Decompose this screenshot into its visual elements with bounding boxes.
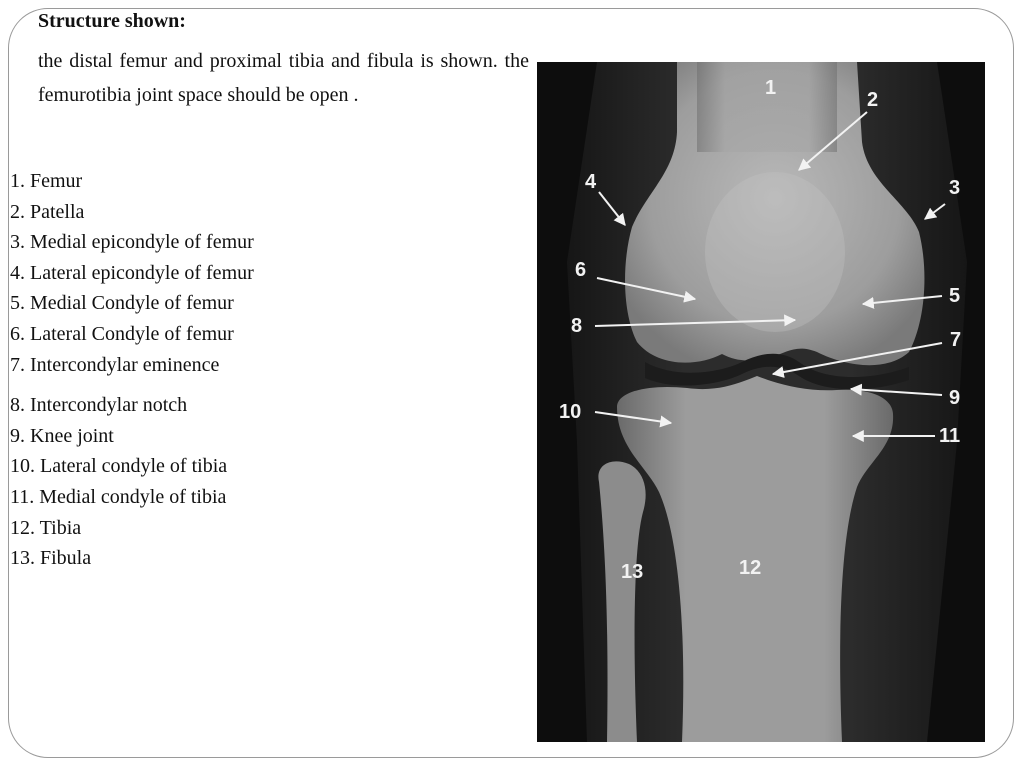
legend-item: 5. Medial Condyle of femur [10,292,234,315]
legend-item: 1. Femur [10,170,83,192]
xray-label-7: 7 [950,329,962,351]
xray-label-12: 12 [739,557,762,579]
legend-item: 2. Patella [10,200,85,223]
legend-item: 11. Medial condyle of tibia [10,485,227,508]
intro-paragraph: the distal femur and proximal tibia and fibula is shown. the femurotibia joint space should be open . [38,50,529,106]
slide-heading: Structure shown: [38,10,186,32]
xray-label-13: 13 [621,561,644,583]
legend-item: 8. Intercondylar notch [10,394,188,417]
legend-item: 10. Lateral condyle of tibia [10,455,228,478]
xray-label-4: 4 [585,171,597,193]
xray-label-10: 10 [559,401,582,423]
xray-label-9: 9 [949,387,961,409]
knee-xray-image [537,62,985,742]
xray-label-1: 1 [765,77,777,99]
legend-item: 6. Lateral Condyle of femur [10,322,234,345]
legend-item: 12. Tibia [10,516,82,539]
xray-label-6: 6 [575,259,587,281]
legend-item: 3. Medial epicondyle of femur [10,231,254,254]
knee-xray-drawing [537,62,985,742]
legend-item: 13. Fibula [10,547,92,570]
structure-legend [10,166,254,574]
xray-label-2: 2 [867,89,879,111]
legend-item: 9. Knee joint [10,424,114,447]
xray-label-3: 3 [949,177,961,199]
xray-label-11: 11 [939,425,961,447]
xray-label-8: 8 [571,315,583,337]
legend-item: 7. Intercondylar eminence [10,353,220,376]
legend-item: 4. Lateral epicondyle of femur [10,261,254,284]
xray-label-5: 5 [949,285,961,307]
